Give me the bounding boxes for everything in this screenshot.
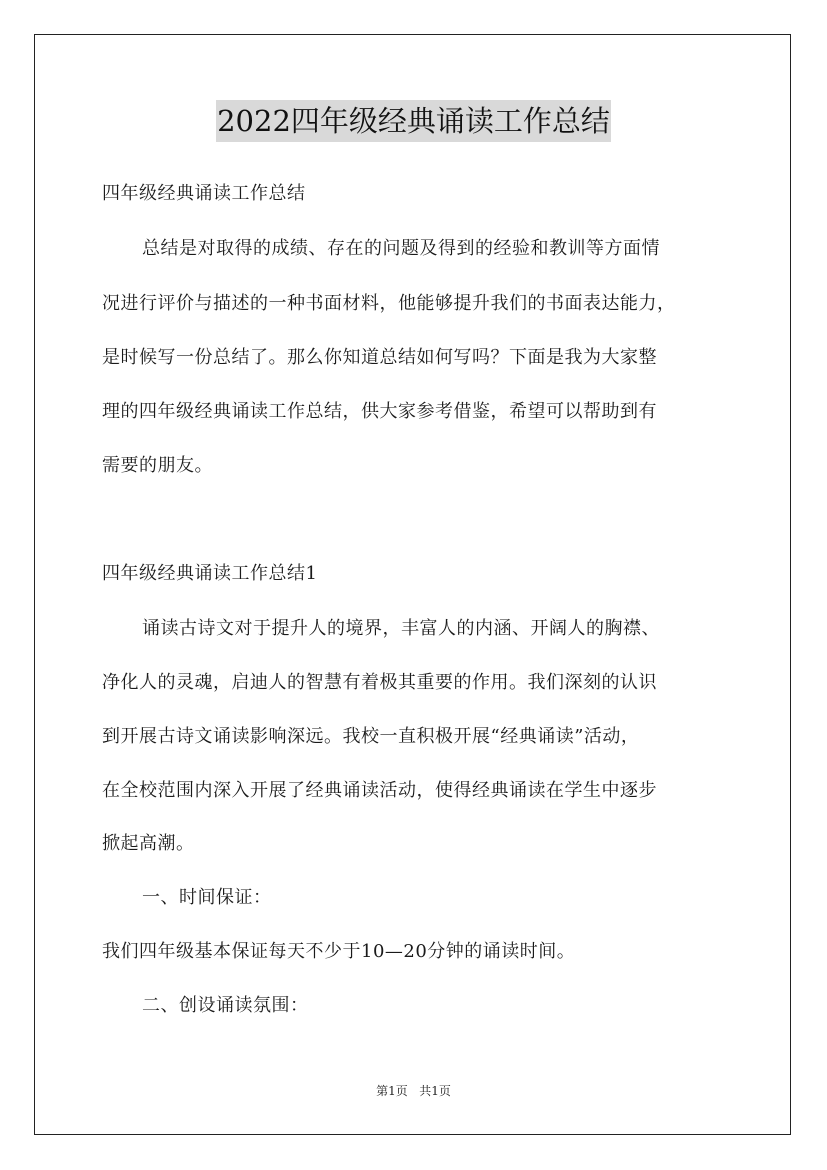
section-heading-intro: 四年级经典诵读工作总结: [102, 183, 306, 204]
subheading-atmosphere: 二、创设诵读氛围：: [142, 995, 309, 1016]
paragraph-line: 需要的朋友。: [102, 455, 213, 476]
paragraph-line: 况进行评价与描述的一种书面材料，他能够提升我们的书面表达能力，: [102, 293, 676, 314]
paragraph-line: 在全校范围内深入开展了经典诵读活动，使得经典诵读在学生中逐步: [102, 780, 657, 801]
paragraph-line: 掀起高潮。: [102, 833, 195, 854]
document-title: 2022四年级经典诵读工作总结: [216, 100, 611, 142]
title-container: [0, 100, 827, 142]
paragraph-line: 净化人的灵魂，启迪人的智慧有着极其重要的作用。我们深刻的认识: [102, 672, 657, 693]
paragraph-line: 理的四年级经典诵读工作总结，供大家参考借鉴，希望可以帮助到有: [102, 401, 657, 422]
page-footer: [0, 1083, 827, 1099]
section-heading-1: 四年级经典诵读工作总结1: [102, 563, 318, 584]
paragraph-line: 总结是对取得的成绩、存在的问题及得到的经验和教训等方面情: [142, 238, 660, 259]
paragraph-line: 我们四年级基本保证每天不少于10—20分钟的诵读时间。: [102, 941, 576, 962]
paragraph-line: 诵读古诗文对于提升人的境界，丰富人的内涵、开阔人的胸襟、: [142, 618, 660, 639]
page-number: 第1页: [376, 1084, 408, 1098]
subheading-time: 一、时间保证：: [142, 887, 272, 908]
paragraph-line: 到开展古诗文诵读影响深远。我校一直积极开展“经典诵读”活动，: [102, 726, 640, 747]
paragraph-line: 是时候写一份总结了。那么你知道总结如何写吗？下面是我为大家整: [102, 347, 657, 368]
page-total: 共1页: [419, 1084, 451, 1098]
